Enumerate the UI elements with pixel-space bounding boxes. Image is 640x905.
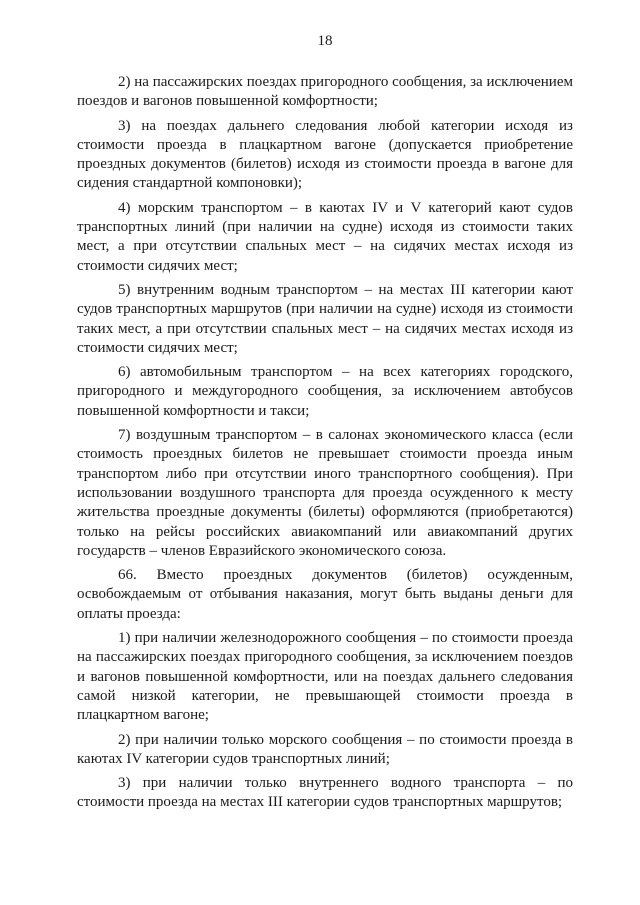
paragraph: 1) при наличии железнодорожного сообщения – по стоимости проезда на пассажирских поездах пригородного сообщения, за исключением поездов и вагонов повышенной комфортности, или на поездах дальнего следования самой низкой категории, не превышающей стоимости проезда в плацкартном вагоне; <box>77 630 573 724</box>
paragraph: 6) автомобильным транспортом – на всех категориях городского, пригородного и междугородного сообщения, за исключением автобусов повышенной комфортности и такси; <box>77 364 573 419</box>
paragraph: 2) на пассажирских поездах пригородного сообщения, за исключением поездов и вагонов повышенной комфортности; <box>77 74 573 110</box>
paragraph: 4) морским транспортом – в каютах IV и V категорий кают судов транспортных линий (при наличии на судне) исходя из стоимости таких мест, а при отсутствии спальных мест – на сидячих местах исходя из стоимости сидячих мест; <box>77 199 573 274</box>
page-number: 18 <box>317 33 333 49</box>
paragraph: 3) при наличии только внутреннего водного транспорта – по стоимости проезда на местах III категории судов транспортных маршрутов; <box>77 775 573 811</box>
document-body <box>77 73 573 813</box>
paragraph: 3) на поездах дальнего следования любой категории исходя из стоимости проезда в плацкартном вагоне (допускается приобретение проездных документов (билетов) исходя из стоимости проезда в вагоне для сидения стандартной компоновки); <box>77 117 573 192</box>
paragraph: 66. Вместо проездных документов (билетов) осужденным, освобождаемым от отбывания наказания, могут быть выданы деньги для оплаты проезда: <box>77 567 573 622</box>
paragraph: 2) при наличии только морского сообщения – по стоимости проезда в каютах IV категории судов транспортных линий; <box>77 731 573 767</box>
paragraph: 7) воздушным транспортом – в салонах экономического класса (если стоимость проездных билетов не превышает стоимости проезда иным транспортом либо при отсутствии иного транспортного сообщения). При использовании воздушного транспорта для проезда осужденного к месту жительства проездные документы (билеты) оформляются (приобретаются) только на рейсы российских авиакомпаний или авиакомпаний других государств – членов Евразийского экономического союза. <box>77 427 573 559</box>
paragraph: 5) внутренним водным транспортом – на местах III категории кают судов транспортных маршрутов (при наличии на судне) исходя из стоимости таких мест, а при отсутствии спальных мест – на сидячих местах исходя из стоимости сидячих мест; <box>77 281 573 356</box>
